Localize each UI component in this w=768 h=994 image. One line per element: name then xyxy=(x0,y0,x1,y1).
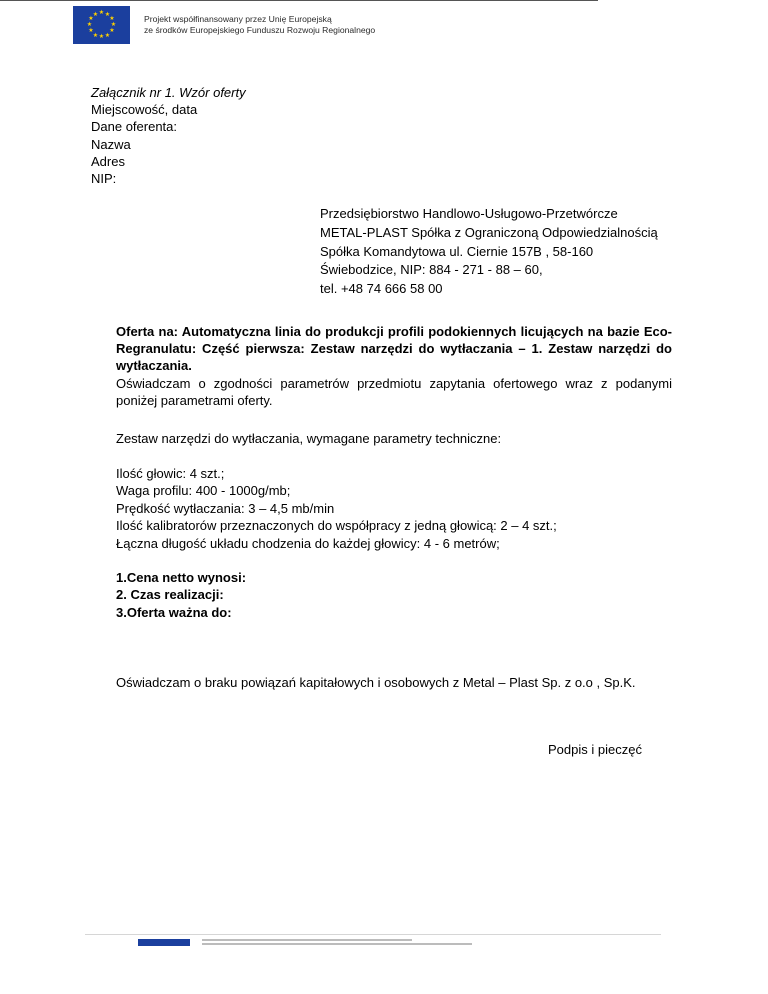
recipient-line: Przedsiębiorstwo Handlowo-Usługowo-Przetwórcze xyxy=(320,206,618,221)
flag-star: ★ xyxy=(98,9,105,16)
footer-text-line xyxy=(202,939,412,941)
flag-star: ★ xyxy=(109,15,115,22)
delivery-time-label: 2. Czas realizacji: xyxy=(116,587,224,603)
bidder-block xyxy=(91,84,246,187)
flag-star: ★ xyxy=(109,27,115,34)
flag-star: ★ xyxy=(88,15,94,22)
parameter-item: Łączna długość układu chodzenia do każdej głowicy: 4 - 6 metrów; xyxy=(116,535,500,551)
flag-star: ★ xyxy=(92,31,99,39)
flag-star: ★ xyxy=(110,21,117,28)
parameters-heading: Zestaw narzędzi do wytłaczania, wymagane parametry techniczne: xyxy=(116,431,502,446)
bidder-name-label: Nazwa xyxy=(91,136,131,152)
flag-star: ★ xyxy=(104,10,111,18)
flag-star: ★ xyxy=(88,27,94,34)
parameter-item: Waga profilu: 400 - 1000g/mb; xyxy=(116,483,291,499)
bidder-data-label: Dane oferenta: xyxy=(91,119,178,135)
bidder-address-label: Adres xyxy=(91,153,125,169)
offer-heading: Oferta na: Automatyczna linia do produkcji profili podokiennych licujących na bazie Eco-Regranulatu: Część pierwsza: Zestaw narzędzi do wytłaczania – 1. Zestaw narzędzi do wytłaczania. xyxy=(116,324,672,374)
recipient-line: METAL-PLAST Spółka z Ograniczoną Odpowiedzialnością xyxy=(320,224,658,240)
net-price-label: 1.Cena netto wynosi: xyxy=(116,570,247,585)
offer-section xyxy=(116,323,672,409)
parameter-item: Prędkość wytłaczania: 3 – 4,5 mb/min xyxy=(116,500,335,516)
offer-terms-list xyxy=(116,569,246,621)
compliance-statement: Oświadczam o zgodności parametrów przedmiotu zapytania ofertowego wraz z podanymi poniżej parametrami oferty. xyxy=(116,375,672,408)
footer-divider xyxy=(85,934,661,935)
eu-cofinancing-note xyxy=(144,14,375,36)
attachment-title: Załącznik nr 1. Wzór oferty xyxy=(91,85,246,100)
flag-star: ★ xyxy=(86,21,93,28)
footer-blurred-text xyxy=(202,939,472,947)
signature-label: Podpis i pieczęć xyxy=(548,742,642,757)
parameter-item: Ilość kalibratorów przeznaczonych do współpracy z jedną głowicą: 2 – 4 szt.; xyxy=(116,518,557,534)
flag-star: ★ xyxy=(104,31,111,39)
footer-text-line xyxy=(202,943,472,945)
eu-flag-icon xyxy=(138,939,190,946)
recipient-line: Spółka Komandytowa ul. Ciernie 157B , 58-160 xyxy=(320,243,594,259)
parameters-list xyxy=(116,465,557,552)
flag-star: ★ xyxy=(92,10,99,18)
place-date-label: Miejscowość, data xyxy=(91,102,198,118)
offer-validity-label: 3.Oferta ważna do: xyxy=(116,604,232,620)
flag-star: ★ xyxy=(98,33,105,40)
recipient-line: Świebodzice, NIP: 884 - 271 - 88 – 60, xyxy=(320,262,543,278)
top-divider xyxy=(0,0,598,1)
bidder-nip-label: NIP: xyxy=(91,171,117,187)
cofinancing-line-1: Projekt współfinansowany przez Unię Europejską xyxy=(144,14,332,24)
parameter-item: Ilość głowic: 4 szt.; xyxy=(116,466,225,481)
recipient-address-block xyxy=(320,205,658,299)
eu-flag-icon xyxy=(73,6,130,44)
no-ties-declaration: Oświadczam o braku powiązań kapitałowych i osobowych z Metal – Plast Sp. z o.o , Sp.K. xyxy=(116,675,636,690)
recipient-line: tel. +48 74 666 58 00 xyxy=(320,281,443,297)
cofinancing-line-2: ze środków Europejskiego Funduszu Rozwoju Regionalnego xyxy=(144,25,376,35)
